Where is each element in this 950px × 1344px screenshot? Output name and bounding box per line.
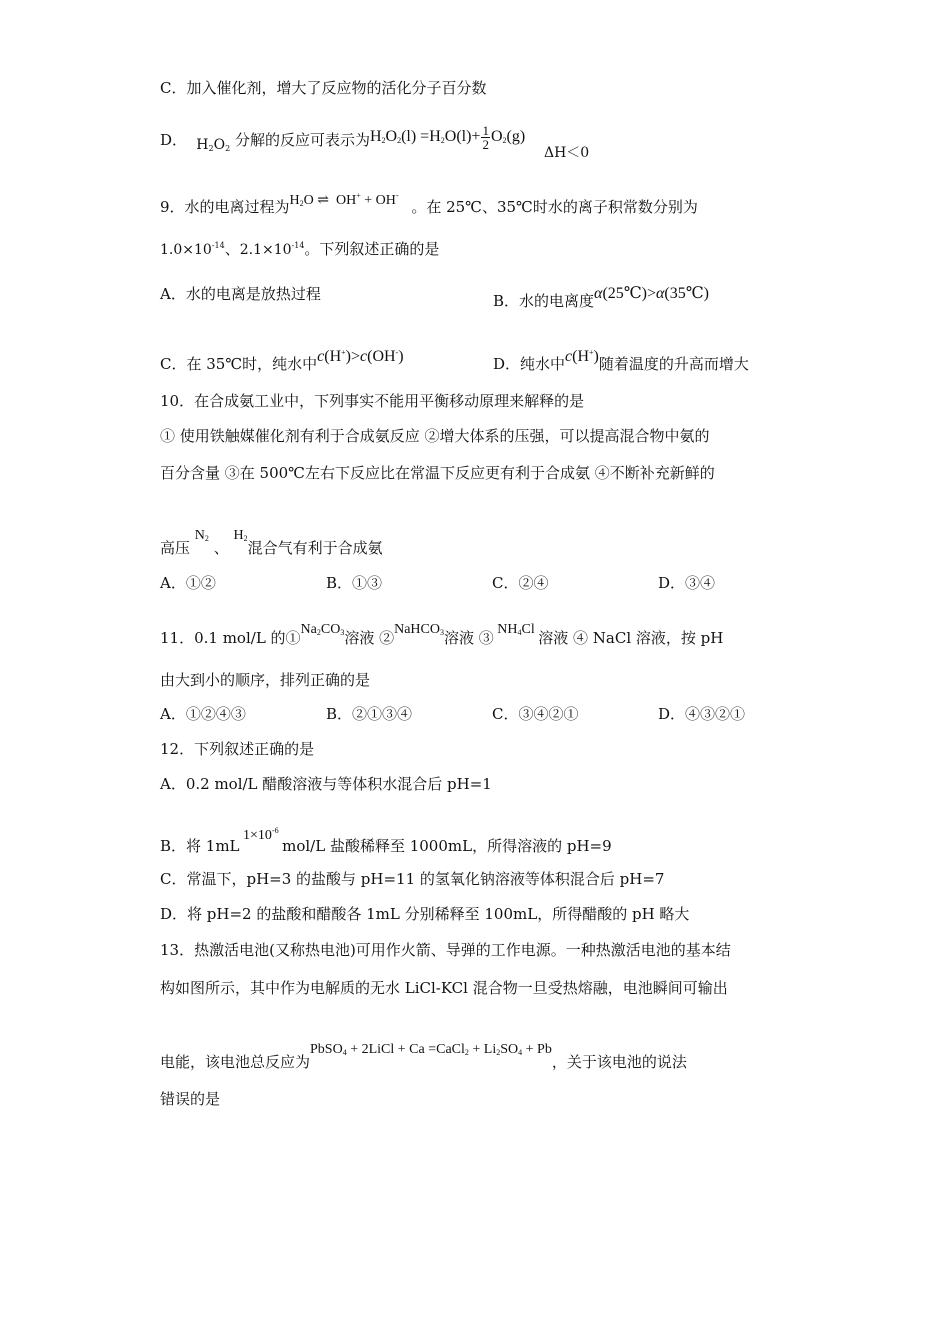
q10-line2: 百分含量 ③在 500℃左右下反应比在常温下反应更有利于合成氨 ④不断补充新鲜的 bbox=[160, 464, 715, 482]
q12-stem: 12．下列叙述正确的是 bbox=[160, 740, 315, 758]
battery-reaction-equation: PbSO$_4$ + 2LiCl + Ca =CaCl$_2$ + $Li_2SO_4 + Pb$ bbox=[310, 1042, 552, 1057]
q13-line2: 构如图所示，其中作为电解质的无水 LiCl-KCl 混合物一旦受热熔融，电池瞬间可输出 bbox=[160, 979, 728, 997]
q12-option-b-text-2: mol/L 盐酸稀释至 1000mL，所得溶液的 pH=9 bbox=[282, 837, 612, 855]
h-concentration: c(H+) bbox=[565, 348, 599, 365]
q8-option-d-label: D． bbox=[160, 131, 188, 150]
q10-option-c: C．②④ bbox=[492, 574, 549, 592]
q12-option-d: D．将 pH=2 的盐酸和醋酸各 1mL 分别稀释至 100mL，所得醋酸的 pH 略大 bbox=[160, 905, 690, 923]
q9-option-b bbox=[493, 284, 709, 311]
q13-line1: 13．热激活电池(又称热电池)可用作火箭、导弹的工作电源。一种热激活电池的基本结 bbox=[160, 941, 731, 959]
q9-option-b-text: B．水的电离度 bbox=[493, 292, 595, 310]
q13-line3-text: 电能，该电池总反应为 bbox=[160, 1053, 311, 1071]
q11-option-c: C．③④②① bbox=[492, 705, 579, 723]
q9-option-c: C．在 35℃时，纯水中 bbox=[160, 355, 318, 373]
kw-35: $2.1\times 10^{-14}$ bbox=[239, 241, 305, 258]
water-ionization-equation: $H_2O$ ⇌ OH+ + OH- bbox=[289, 191, 399, 208]
q9-separator: 、 bbox=[224, 240, 240, 258]
q10-option-d: D．③④ bbox=[658, 574, 716, 592]
q12-option-a: A．0.2 mol/L 醋酸溶液与等体积水混合后 pH=1 bbox=[160, 775, 492, 793]
q11-sol-2: 溶液 ③ bbox=[444, 629, 494, 647]
q10-line1: ① 使用铁触媒催化剂有利于合成氨反应 ②增大体系的压强，可以提高混合物中氨的 bbox=[160, 427, 710, 445]
h2o2-formula: $H_2O_2$ bbox=[191, 137, 231, 154]
nahco3-formula: NaHCO$_3$ bbox=[394, 622, 444, 637]
q11-sol-3: 溶液 ④ NaCl 溶液，按 pH bbox=[538, 629, 724, 647]
q11-option-d: D．④③②① bbox=[658, 705, 746, 723]
q11-stem bbox=[160, 620, 723, 648]
q9-options-cd bbox=[160, 343, 749, 374]
q9-stem-text: 9．水的电离过程为 bbox=[160, 198, 290, 216]
q10-line3-end: 混合气有利于合成氨 bbox=[247, 539, 383, 557]
h2-formula: $H_2$ bbox=[233, 528, 248, 543]
q12-option-b-text: B．将 1mL bbox=[160, 837, 240, 855]
na2co3-formula: $Na_2CO_3$ bbox=[300, 622, 345, 637]
q9-options-ab bbox=[160, 284, 709, 310]
kw-25: $1.0\times 10^{-14}$ bbox=[160, 241, 225, 258]
q13-line3 bbox=[160, 1040, 687, 1072]
concentration-value: $1\times 10^{-6}$ bbox=[239, 826, 279, 843]
q9-option-d-text-2: 随着温度的升高而增大 bbox=[598, 355, 749, 373]
q9-stem-question: 。下列叙述正确的是 bbox=[304, 240, 440, 258]
q8-option-d-text: 分解的反应可表示为 bbox=[234, 131, 370, 150]
q9-stem-text-2: 。在 25℃、35℃时水的离子积常数分别为 bbox=[411, 198, 698, 216]
q9-option-d-text: D．纯水中 bbox=[493, 355, 566, 373]
q8-option-c: C．加入催化剂，增大了反应物的活化分子百分数 bbox=[160, 79, 487, 97]
q11-stem-line2: 由大到小的顺序，排列正确的是 bbox=[160, 671, 371, 689]
q9-stem bbox=[160, 186, 698, 217]
n2-formula: $N_2$ bbox=[194, 528, 209, 543]
q12-option-b bbox=[160, 821, 612, 856]
nh4cl-formula: $NH_4Cl$ bbox=[493, 622, 539, 637]
q11-option-a: A．①②④③ bbox=[160, 705, 246, 723]
q13-line3-end: ，关于该电池的说法 bbox=[551, 1053, 687, 1071]
q10-line3-text: 高压 bbox=[160, 539, 191, 557]
q9-stem-line2 bbox=[160, 236, 439, 260]
q10-option-a: A．①② bbox=[160, 574, 216, 592]
q10-line3 bbox=[160, 526, 383, 558]
q10-line3-sep: 、 bbox=[213, 539, 229, 557]
ionization-degree-compare: α(25℃)>α(35℃) bbox=[594, 285, 709, 302]
h2o2-decomposition-equation: $H_2O_2(l) =H_2O(l)+$ $\frac{1}{2}$ $O_2(g)$ bbox=[369, 123, 526, 152]
q10-stem: 10．在合成氨工业中，下列事实不能用平衡移动原理来解释的是 bbox=[160, 392, 585, 410]
delta-h-sign: ΔH＜0 bbox=[543, 145, 590, 162]
q11-option-b: B．②①③④ bbox=[326, 705, 413, 723]
q11-sol-1: 溶液 ② bbox=[344, 629, 395, 647]
q9-option-a: A．水的电离是放热过程 bbox=[160, 285, 321, 303]
q13-line4: 错误的是 bbox=[160, 1090, 221, 1108]
q12-option-c: C．常温下，pH=3 的盐酸与 pH=11 的氢氧化钠溶液等体积混合后 pH=7 bbox=[160, 870, 665, 888]
q10-option-b: B．①③ bbox=[326, 574, 383, 592]
q8-option-d bbox=[160, 124, 589, 163]
q9-option-d bbox=[493, 343, 749, 374]
h-oh-compare: c(H+)>c(OH-) bbox=[317, 348, 404, 365]
q11-stem-text: 11．0.1 mol/L 的① bbox=[160, 629, 301, 647]
